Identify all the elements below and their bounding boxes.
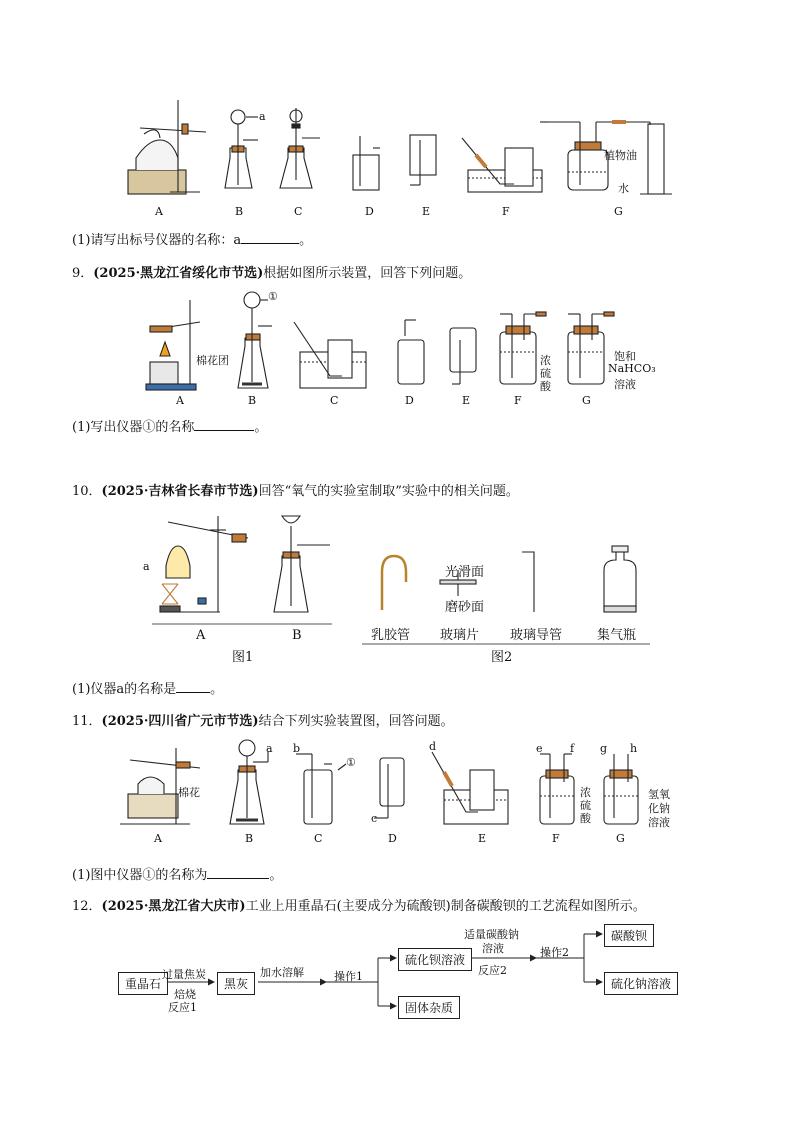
- fig9-label-E: E: [462, 394, 471, 407]
- fig10-caption-2: 图2: [491, 650, 513, 665]
- q12-text: 工业上用重晶石(主要成分为硫酸钡)制备碳酸钡的工艺流程如图所示。: [245, 899, 646, 914]
- q9-source: (2025·黑龙江省绥化市节选): [93, 266, 264, 281]
- q9-1-end: 。: [254, 420, 268, 435]
- fig10-label-B: B: [292, 628, 302, 643]
- fig9-f-reagent-3: 酸: [540, 380, 551, 393]
- fig10-item-latex-tube: 乳胶管: [371, 628, 411, 643]
- fig11-cotton: 棉花: [178, 786, 200, 799]
- q11-num: 11．: [72, 714, 102, 729]
- q10-text: 回答“氧气的实验室制取”实验中的相关问题。: [258, 484, 519, 499]
- q8-1-end: 。: [299, 233, 313, 248]
- q9-text: 根据如图所示装置，回答下列问题。: [263, 266, 472, 281]
- fig9-label-A: A: [176, 394, 184, 407]
- fig11-letter-b: b: [293, 742, 301, 755]
- q10-num: 10．: [72, 484, 102, 499]
- q11-source: (2025·四川省广元市节选): [101, 714, 259, 729]
- fig10-frosted: 磨砂面: [445, 600, 485, 615]
- fig11-letter-d: d: [429, 740, 437, 753]
- fig11-label-F: F: [552, 832, 560, 845]
- q10-source: (2025·吉林省长春市节选): [101, 484, 259, 499]
- fig11-letter-e: e: [536, 742, 543, 755]
- fig11-f-reagent-3: 酸: [580, 812, 591, 825]
- fig11-label-A: A: [154, 832, 162, 845]
- flow-baco3: 碳酸钡: [604, 924, 654, 947]
- fig9-g-reagent-3: 溶液: [614, 378, 636, 391]
- fig10-label-A: A: [196, 628, 206, 643]
- fig11-label-C: C: [314, 832, 323, 845]
- fig11-f-reagent-1: 浓: [580, 786, 591, 799]
- fig8-label-B: B: [235, 205, 244, 218]
- fig11-label-G: G: [616, 832, 625, 845]
- fig8-label-A: A: [155, 205, 163, 218]
- fig11-label-D: D: [388, 832, 397, 845]
- fig10-caption-1: 图1: [232, 650, 254, 665]
- flow-barite: 重晶石: [118, 972, 168, 995]
- fig9-g-reagent-2: NaHCO₃: [608, 362, 656, 375]
- flow-nas-solution: 硫化钠溶液: [604, 972, 678, 995]
- fig11-letter-g: g: [600, 742, 608, 755]
- fig11-g-reagent-1: 氢氧: [648, 788, 670, 801]
- flow-op1: 操作1: [334, 970, 363, 983]
- fig11-g-reagent-3: 溶液: [648, 816, 670, 829]
- flow-dissolve: 加水溶解: [260, 966, 304, 979]
- fig10-item-gas-bottle: 集气瓶: [597, 628, 637, 643]
- flow-cond2-top: 适量碳酸钠: [464, 928, 519, 941]
- fig10-item-glass-slide: 玻璃片: [440, 628, 480, 643]
- fig9-f-reagent-1: 浓: [540, 354, 551, 367]
- flow-impurity: 固体杂质: [398, 996, 460, 1019]
- fig8-label-E: E: [422, 205, 431, 218]
- flow-cond1-bot: 反应1: [168, 1001, 197, 1014]
- flow-cond1-mid: 焙烧: [174, 988, 196, 1001]
- fig9-label-C: C: [330, 394, 339, 407]
- flow-blackash: 黑灰: [217, 972, 255, 995]
- fig11-letter-a: a: [266, 742, 273, 755]
- fig10-a-mark: a: [143, 560, 150, 573]
- fig11-circle1: ①: [346, 756, 356, 769]
- fig8-label-F: F: [502, 205, 510, 218]
- fig11-letter-f: f: [570, 742, 575, 755]
- q11-1-text: (1)图中仪器①的名称为: [72, 868, 208, 883]
- q10-1-text: (1)仪器a的名称是: [72, 682, 177, 697]
- q12-num: 12．: [72, 899, 102, 914]
- fig8-a-mark: a: [259, 110, 266, 123]
- flow-bas-solution: 硫化钡溶液: [398, 948, 472, 971]
- fig10-item-glass-tube: 玻璃导管: [510, 628, 563, 643]
- fig8-water-label: 水: [618, 182, 629, 195]
- fig9-label-D: D: [405, 394, 414, 407]
- q10-1-end: 。: [210, 682, 224, 697]
- fig11-label-E: E: [478, 832, 487, 845]
- fig8-label-G: G: [614, 205, 623, 218]
- q8-1-text: (1)请写出标号仪器的名称：a: [72, 233, 242, 248]
- fig9-label-F: F: [514, 394, 522, 407]
- flow-op2: 操作2: [540, 946, 569, 959]
- fig9-f-reagent-2: 硫: [540, 367, 551, 380]
- fig11-label-B: B: [245, 832, 254, 845]
- fig11-letter-h: h: [630, 742, 638, 755]
- q12-source: (2025·黑龙江省大庆市): [101, 899, 246, 914]
- fig9-label-B: B: [248, 394, 257, 407]
- flow-cond2-bot: 反应2: [478, 964, 507, 977]
- fig8-label-C: C: [294, 205, 303, 218]
- fig9-label-G: G: [582, 394, 591, 407]
- fig8-label-D: D: [365, 205, 374, 218]
- flow-cond1-top: 过量焦炭: [162, 968, 206, 981]
- fig9-cotton: 棉花团: [196, 354, 229, 367]
- q9-num: 9．: [72, 266, 94, 281]
- q9-1-text: (1)写出仪器①的名称: [72, 420, 195, 435]
- flow-cond2-mid: 溶液: [482, 942, 504, 955]
- fig9-circle1: ①: [268, 290, 278, 303]
- fig11-g-reagent-2: 化钠: [648, 802, 670, 815]
- fig11-f-reagent-2: 硫: [580, 799, 591, 812]
- fig9-g-reagent-1: 饱和: [614, 350, 636, 363]
- fig11-letter-c: c: [371, 812, 378, 825]
- fig10-smooth: 光滑面: [445, 565, 485, 580]
- fig8-oil-label: 植物油: [604, 149, 637, 162]
- q11-1-end: 。: [269, 868, 283, 883]
- q11-text: 结合下列实验装置图，回答问题。: [258, 714, 454, 729]
